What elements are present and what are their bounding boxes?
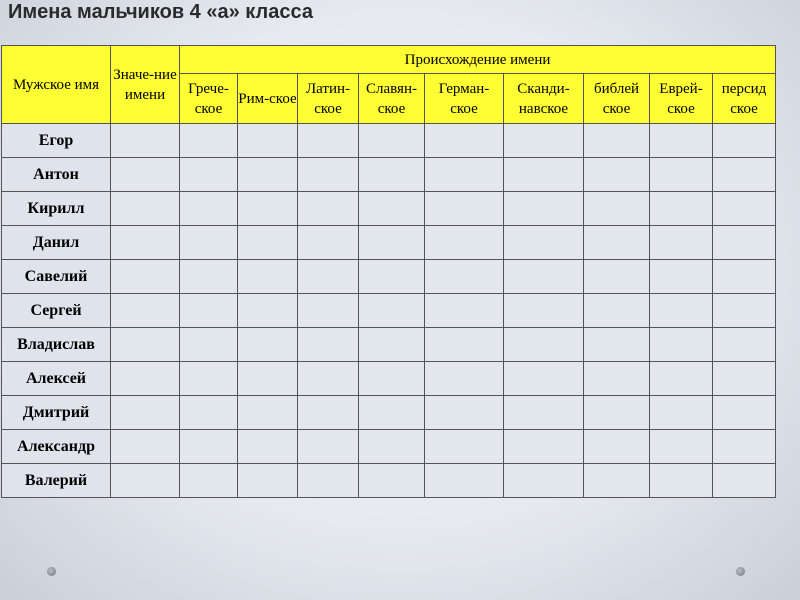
origin-cell[interactable] <box>713 294 776 328</box>
origin-cell[interactable] <box>359 362 425 396</box>
slide-pin-right <box>736 567 745 576</box>
origin-cell[interactable] <box>298 362 359 396</box>
meaning-cell[interactable] <box>111 124 180 158</box>
header-origin-persian: персид ское <box>713 74 776 124</box>
origin-cell[interactable] <box>425 362 504 396</box>
names-table <box>1 45 776 498</box>
header-origin-group: Происхождение имени <box>180 46 776 74</box>
origin-cell[interactable] <box>650 362 713 396</box>
origin-cell[interactable] <box>359 192 425 226</box>
origin-cell[interactable] <box>425 192 504 226</box>
table-row <box>2 464 776 498</box>
table-row <box>2 158 776 192</box>
header-origin-slavic: Славян-ское <box>359 74 425 124</box>
origin-cell[interactable] <box>584 294 650 328</box>
origin-cell[interactable] <box>504 124 584 158</box>
meaning-cell[interactable] <box>111 260 180 294</box>
origin-cell[interactable] <box>359 464 425 498</box>
origin-cell[interactable] <box>298 158 359 192</box>
origin-cell[interactable] <box>713 124 776 158</box>
origin-cell[interactable] <box>180 464 238 498</box>
header-origin-hebrew: Еврей-ское <box>650 74 713 124</box>
origin-cell[interactable] <box>713 396 776 430</box>
origin-cell[interactable] <box>713 158 776 192</box>
row-name-cell: Антон <box>2 158 111 192</box>
origin-cell[interactable] <box>359 158 425 192</box>
origin-cell[interactable] <box>504 464 584 498</box>
page-title: Имена мальчиков 4 «а» класса <box>8 1 313 23</box>
header-meaning: Значе-ние имени <box>111 46 180 124</box>
names-table-body <box>2 124 776 498</box>
table-row <box>2 192 776 226</box>
origin-cell[interactable] <box>584 192 650 226</box>
header-row-top <box>2 46 776 74</box>
origin-cell[interactable] <box>713 192 776 226</box>
origin-cell[interactable] <box>359 294 425 328</box>
meaning-cell[interactable] <box>111 294 180 328</box>
origin-cell[interactable] <box>180 124 238 158</box>
meaning-cell[interactable] <box>111 430 180 464</box>
origin-cell[interactable] <box>425 328 504 362</box>
origin-cell[interactable] <box>238 464 298 498</box>
origin-cell[interactable] <box>584 124 650 158</box>
row-name-cell: Савелий <box>2 260 111 294</box>
origin-cell[interactable] <box>504 294 584 328</box>
origin-cell[interactable] <box>238 192 298 226</box>
row-name-cell: Сергей <box>2 294 111 328</box>
origin-cell[interactable] <box>298 396 359 430</box>
origin-cell[interactable] <box>180 260 238 294</box>
row-name-cell: Владислав <box>2 328 111 362</box>
origin-cell[interactable] <box>713 226 776 260</box>
origin-cell[interactable] <box>298 260 359 294</box>
origin-cell[interactable] <box>713 328 776 362</box>
meaning-cell[interactable] <box>111 464 180 498</box>
origin-cell[interactable] <box>650 294 713 328</box>
origin-cell[interactable] <box>650 192 713 226</box>
origin-cell[interactable] <box>359 124 425 158</box>
origin-cell[interactable] <box>650 124 713 158</box>
origin-cell[interactable] <box>180 328 238 362</box>
header-origin-biblical: библей ское <box>584 74 650 124</box>
origin-cell[interactable] <box>298 124 359 158</box>
meaning-cell[interactable] <box>111 226 180 260</box>
table-row <box>2 430 776 464</box>
header-origin-roman: Рим-ское <box>238 74 298 124</box>
meaning-cell[interactable] <box>111 362 180 396</box>
origin-cell[interactable] <box>584 158 650 192</box>
origin-cell[interactable] <box>650 396 713 430</box>
origin-cell[interactable] <box>584 362 650 396</box>
origin-cell[interactable] <box>180 430 238 464</box>
origin-cell[interactable] <box>238 430 298 464</box>
table-row <box>2 294 776 328</box>
origin-cell[interactable] <box>238 158 298 192</box>
origin-cell[interactable] <box>713 362 776 396</box>
header-origin-latin: Латин-ское <box>298 74 359 124</box>
origin-cell[interactable] <box>504 158 584 192</box>
row-name-cell: Валерий <box>2 464 111 498</box>
origin-cell[interactable] <box>180 294 238 328</box>
row-name-cell: Егор <box>2 124 111 158</box>
meaning-cell[interactable] <box>111 192 180 226</box>
origin-cell[interactable] <box>180 396 238 430</box>
row-name-cell: Данил <box>2 226 111 260</box>
origin-cell[interactable] <box>425 464 504 498</box>
origin-cell[interactable] <box>238 226 298 260</box>
table-row <box>2 362 776 396</box>
origin-cell[interactable] <box>650 430 713 464</box>
origin-cell[interactable] <box>359 430 425 464</box>
origin-cell[interactable] <box>425 430 504 464</box>
origin-cell[interactable] <box>584 396 650 430</box>
origin-cell[interactable] <box>425 124 504 158</box>
origin-cell[interactable] <box>504 328 584 362</box>
header-origin-greek: Грече-ское <box>180 74 238 124</box>
origin-cell[interactable] <box>180 192 238 226</box>
row-name-cell: Кирилл <box>2 192 111 226</box>
table-row <box>2 328 776 362</box>
header-origin-german: Герман-ское <box>425 74 504 124</box>
origin-cell[interactable] <box>298 192 359 226</box>
origin-cell[interactable] <box>180 362 238 396</box>
origin-cell[interactable] <box>238 362 298 396</box>
origin-cell[interactable] <box>650 158 713 192</box>
origin-cell[interactable] <box>359 260 425 294</box>
origin-cell[interactable] <box>425 158 504 192</box>
origin-cell[interactable] <box>504 226 584 260</box>
header-origin-scandinavian: Сканди-навское <box>504 74 584 124</box>
table-row <box>2 396 776 430</box>
origin-cell[interactable] <box>298 294 359 328</box>
origin-cell[interactable] <box>425 294 504 328</box>
origin-cell[interactable] <box>359 396 425 430</box>
origin-cell[interactable] <box>584 464 650 498</box>
table-row <box>2 226 776 260</box>
origin-cell[interactable] <box>425 226 504 260</box>
origin-cell[interactable] <box>298 226 359 260</box>
origin-cell[interactable] <box>584 328 650 362</box>
origin-cell[interactable] <box>359 226 425 260</box>
origin-cell[interactable] <box>238 328 298 362</box>
origin-cell[interactable] <box>298 430 359 464</box>
origin-cell[interactable] <box>504 192 584 226</box>
origin-cell[interactable] <box>650 328 713 362</box>
meaning-cell[interactable] <box>111 158 180 192</box>
origin-cell[interactable] <box>584 430 650 464</box>
origin-cell[interactable] <box>180 226 238 260</box>
origin-cell[interactable] <box>504 362 584 396</box>
meaning-cell[interactable] <box>111 328 180 362</box>
origin-cell[interactable] <box>425 260 504 294</box>
table-row <box>2 260 776 294</box>
origin-cell[interactable] <box>504 430 584 464</box>
origin-cell[interactable] <box>359 328 425 362</box>
origin-cell[interactable] <box>584 226 650 260</box>
origin-cell[interactable] <box>713 260 776 294</box>
origin-cell[interactable] <box>504 396 584 430</box>
row-name-cell: Дмитрий <box>2 396 111 430</box>
origin-cell[interactable] <box>238 396 298 430</box>
origin-cell[interactable] <box>180 158 238 192</box>
row-name-cell: Александр <box>2 430 111 464</box>
origin-cell[interactable] <box>650 226 713 260</box>
meaning-cell[interactable] <box>111 396 180 430</box>
row-name-cell: Алексей <box>2 362 111 396</box>
slide-pin-left <box>47 567 56 576</box>
origin-cell[interactable] <box>650 464 713 498</box>
origin-cell[interactable] <box>650 260 713 294</box>
origin-cell[interactable] <box>713 430 776 464</box>
table-row <box>2 124 776 158</box>
origin-cell[interactable] <box>238 124 298 158</box>
origin-cell[interactable] <box>298 328 359 362</box>
origin-cell[interactable] <box>238 294 298 328</box>
origin-cell[interactable] <box>425 396 504 430</box>
header-name: Мужское имя <box>2 46 111 124</box>
origin-cell[interactable] <box>298 464 359 498</box>
origin-cell[interactable] <box>713 464 776 498</box>
origin-cell[interactable] <box>238 260 298 294</box>
origin-cell[interactable] <box>584 260 650 294</box>
origin-cell[interactable] <box>504 260 584 294</box>
